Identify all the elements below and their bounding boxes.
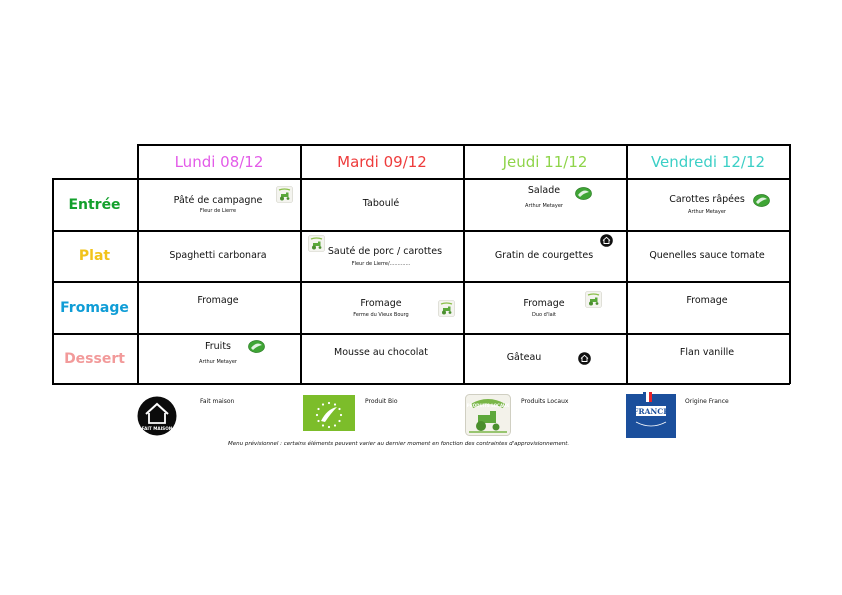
disclaimer-note: Menu prévisionnel : certains éléments peuvent varier au dernier moment en fonction des contraintes d'approvisionnement. (228, 441, 570, 447)
dish-label: Fromage (523, 298, 565, 309)
dish-label: Salade (527, 185, 561, 196)
cell-plat-jeudi (464, 231, 626, 281)
origine-france-logo-text: FRANCE (633, 407, 669, 416)
cell-dessert-lundi (138, 334, 300, 383)
dish-label: Gratin de courgettes (494, 250, 594, 261)
dish-label: Fruits (204, 341, 231, 352)
cell-fromage-lundi (138, 282, 300, 333)
day-header-mardi: Mardi 09/12 (337, 153, 427, 171)
produit-bio-logo-icon (303, 395, 355, 431)
day-header-lundi: Lundi 08/12 (174, 153, 264, 171)
dish-label: Fromage (197, 295, 239, 306)
dish-label: Pâté de campagne (173, 195, 263, 206)
cell-fromage-mardi (301, 282, 463, 333)
produit-bio-icon (753, 194, 770, 207)
legend-produits-locaux-label: Produits Locaux (521, 398, 569, 405)
supplier-label: Arthur Metayer (688, 209, 726, 215)
dish-label: Fromage (360, 298, 402, 309)
produits-locaux-logo-text: PRODUITS LOCAUX (466, 403, 510, 408)
row-label-fromage: Fromage (60, 299, 129, 316)
origine-france-logo-icon (626, 392, 676, 438)
supplier-label: Ferme du Vieux Bourg (353, 312, 409, 318)
row-label-dessert: Dessert (64, 350, 125, 367)
cell-dessert-jeudi (464, 334, 626, 383)
cell-plat-mardi (301, 231, 463, 281)
cell-entree-jeudi (464, 179, 626, 230)
legend-origine-france-label: Origine France (685, 398, 729, 405)
dish-label: Quenelles sauce tomate (649, 250, 765, 261)
produits-locaux-icon (276, 186, 293, 203)
day-header-vendredi: Vendredi 12/12 (650, 153, 766, 171)
dish-label: Flan vanille (679, 347, 735, 358)
cell-fromage-vendredi (627, 282, 789, 333)
dish-label: Fromage (686, 295, 728, 306)
fait-maison-icon (600, 234, 613, 247)
supplier-label: Duo d'lait (531, 312, 557, 318)
cell-plat-vendredi (627, 231, 789, 281)
row-label-plat: Plat (78, 248, 111, 264)
produits-locaux-logo-icon (465, 394, 511, 436)
fait-maison-logo-text: FAIT MAISON (141, 426, 173, 431)
cell-dessert-vendredi (627, 334, 789, 383)
produits-locaux-icon (585, 291, 602, 308)
cell-dessert-mardi (301, 334, 463, 383)
dish-label: Carottes râpées (669, 194, 745, 205)
supplier-label: Arthur Metayer (525, 203, 563, 209)
dish-label: Mousse au chocolat (334, 347, 428, 358)
cell-plat-lundi (138, 231, 300, 281)
cell-entree-mardi (301, 179, 463, 230)
row-label-entree: Entrée (68, 196, 121, 213)
grid-line (52, 383, 790, 385)
cell-fromage-jeudi (464, 282, 626, 333)
cell-entree-lundi (138, 179, 300, 230)
produit-bio-icon (248, 340, 265, 353)
fait-maison-logo-icon (137, 396, 177, 436)
supplier-label: Fleur de Lierre (199, 208, 237, 214)
dish-label: Gâteau (506, 352, 542, 363)
dish-label: Taboulé (362, 198, 400, 209)
produits-locaux-icon (438, 300, 455, 317)
produit-bio-icon (575, 187, 592, 200)
grid-line (789, 144, 791, 384)
dish-label: Sauté de porc / carottes (327, 246, 443, 257)
legend-produit-bio-label: Produit Bio (365, 398, 398, 405)
day-header-jeudi: Jeudi 11/12 (502, 153, 588, 171)
supplier-label: Arthur Metayer (199, 359, 237, 365)
fait-maison-icon (578, 352, 591, 365)
legend-fait-maison-label: Fait maison (200, 398, 235, 405)
supplier-label: Fleur de Lierre/............. (351, 261, 411, 267)
cell-entree-vendredi (627, 179, 789, 230)
dish-label: Spaghetti carbonara (169, 250, 267, 261)
